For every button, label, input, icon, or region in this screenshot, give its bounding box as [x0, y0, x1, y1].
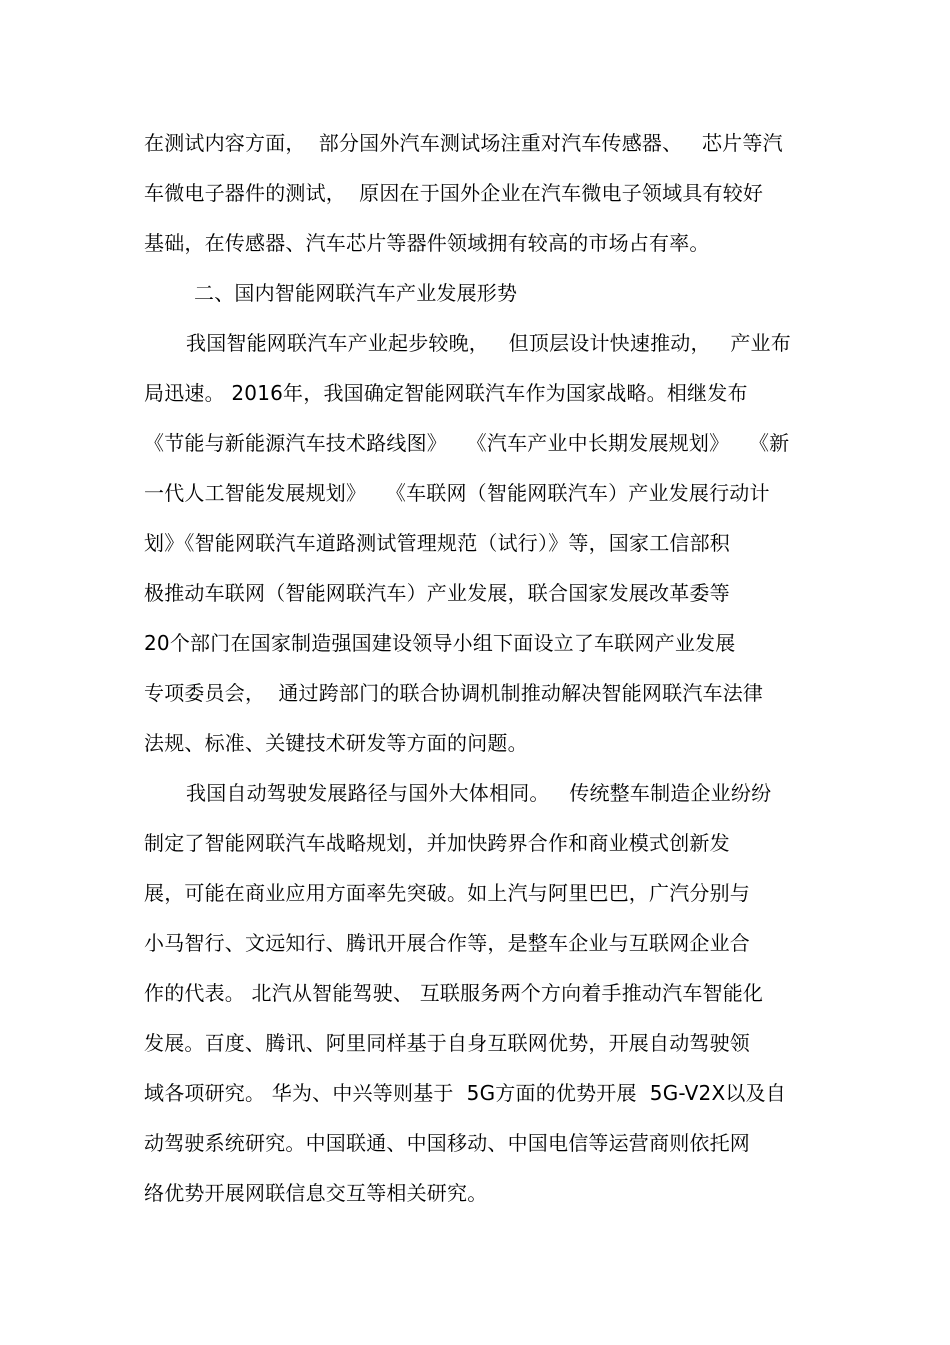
text-line: 划》《智能网联汽车道路测试管理规范（试行）》等，国家工信部积 — [144, 531, 730, 555]
text-line: 我国智能网联汽车产业起步较晚， 但顶层设计快速推动， 产业布 — [186, 331, 791, 355]
text-line: 在测试内容方面， 部分国外汽车测试场注重对汽车传感器、 芯片等汽 — [144, 131, 783, 155]
text-line: 制定了智能网联汽车战略规划，并加快跨界合作和商业模式创新发 — [144, 831, 730, 855]
text-line: 车微电子器件的测试， 原因在于国外企业在汽车微电子领域具有较好 — [144, 181, 764, 205]
text-line: 专项委员会， 通过跨部门的联合协调机制推动解决智能网联汽车法律 — [144, 681, 764, 705]
text-line: 局迅速。 2016年，我国确定智能网联汽车作为国家战略。相继发布 — [144, 381, 748, 405]
text-line: 20个部门在国家制造强国建设领导小组下面设立了车联网产业发展 — [144, 631, 736, 655]
text-line: 域各项研究。 华为、中兴等则基于 5G方面的优势开展 5G-V2X以及自 — [144, 1081, 786, 1105]
text-line: 法规、标准、关键技术研发等方面的问题。 — [144, 731, 528, 755]
text-line: 《节能与新能源汽车技术路线图》 《汽车产业中长期发展规划》 《新 — [144, 431, 790, 455]
text-line: 动驾驶系统研究。中国联通、中国移动、中国电信等运营商则依托网 — [144, 1131, 750, 1155]
text-line: 发展。百度、腾讯、阿里同样基于自身互联网优势，开展自动驾驶领 — [144, 1031, 750, 1055]
text-line: 基础，在传感器、汽车芯片等器件领域拥有较高的市场占有率。 — [144, 231, 710, 255]
text-line: 一代人工智能发展规划》 《车联网（智能网联汽车）产业发展行动计 — [144, 481, 770, 505]
text-line: 极推动车联网（智能网联汽车）产业发展，联合国家发展改革委等 — [144, 581, 730, 605]
text-line: 络优势开展网联信息交互等相关研究。 — [144, 1181, 488, 1205]
text-line: 展，可能在商业应用方面率先突破。如上汽与阿里巴巴，广汽分别与 — [144, 881, 750, 905]
text-line: 作的代表。 北汽从智能驾驶、 互联服务两个方向着手推动汽车智能化 — [144, 981, 764, 1005]
section-heading: 二、国内智能网联汽车产业发展形势 — [194, 281, 518, 305]
text-line: 我国自动驾驶发展路径与国外大体相同。 传统整车制造企业纷纷 — [186, 781, 772, 805]
text-line: 小马智行、文远知行、腾讯开展合作等，是整车企业与互联网企业合 — [144, 931, 750, 955]
